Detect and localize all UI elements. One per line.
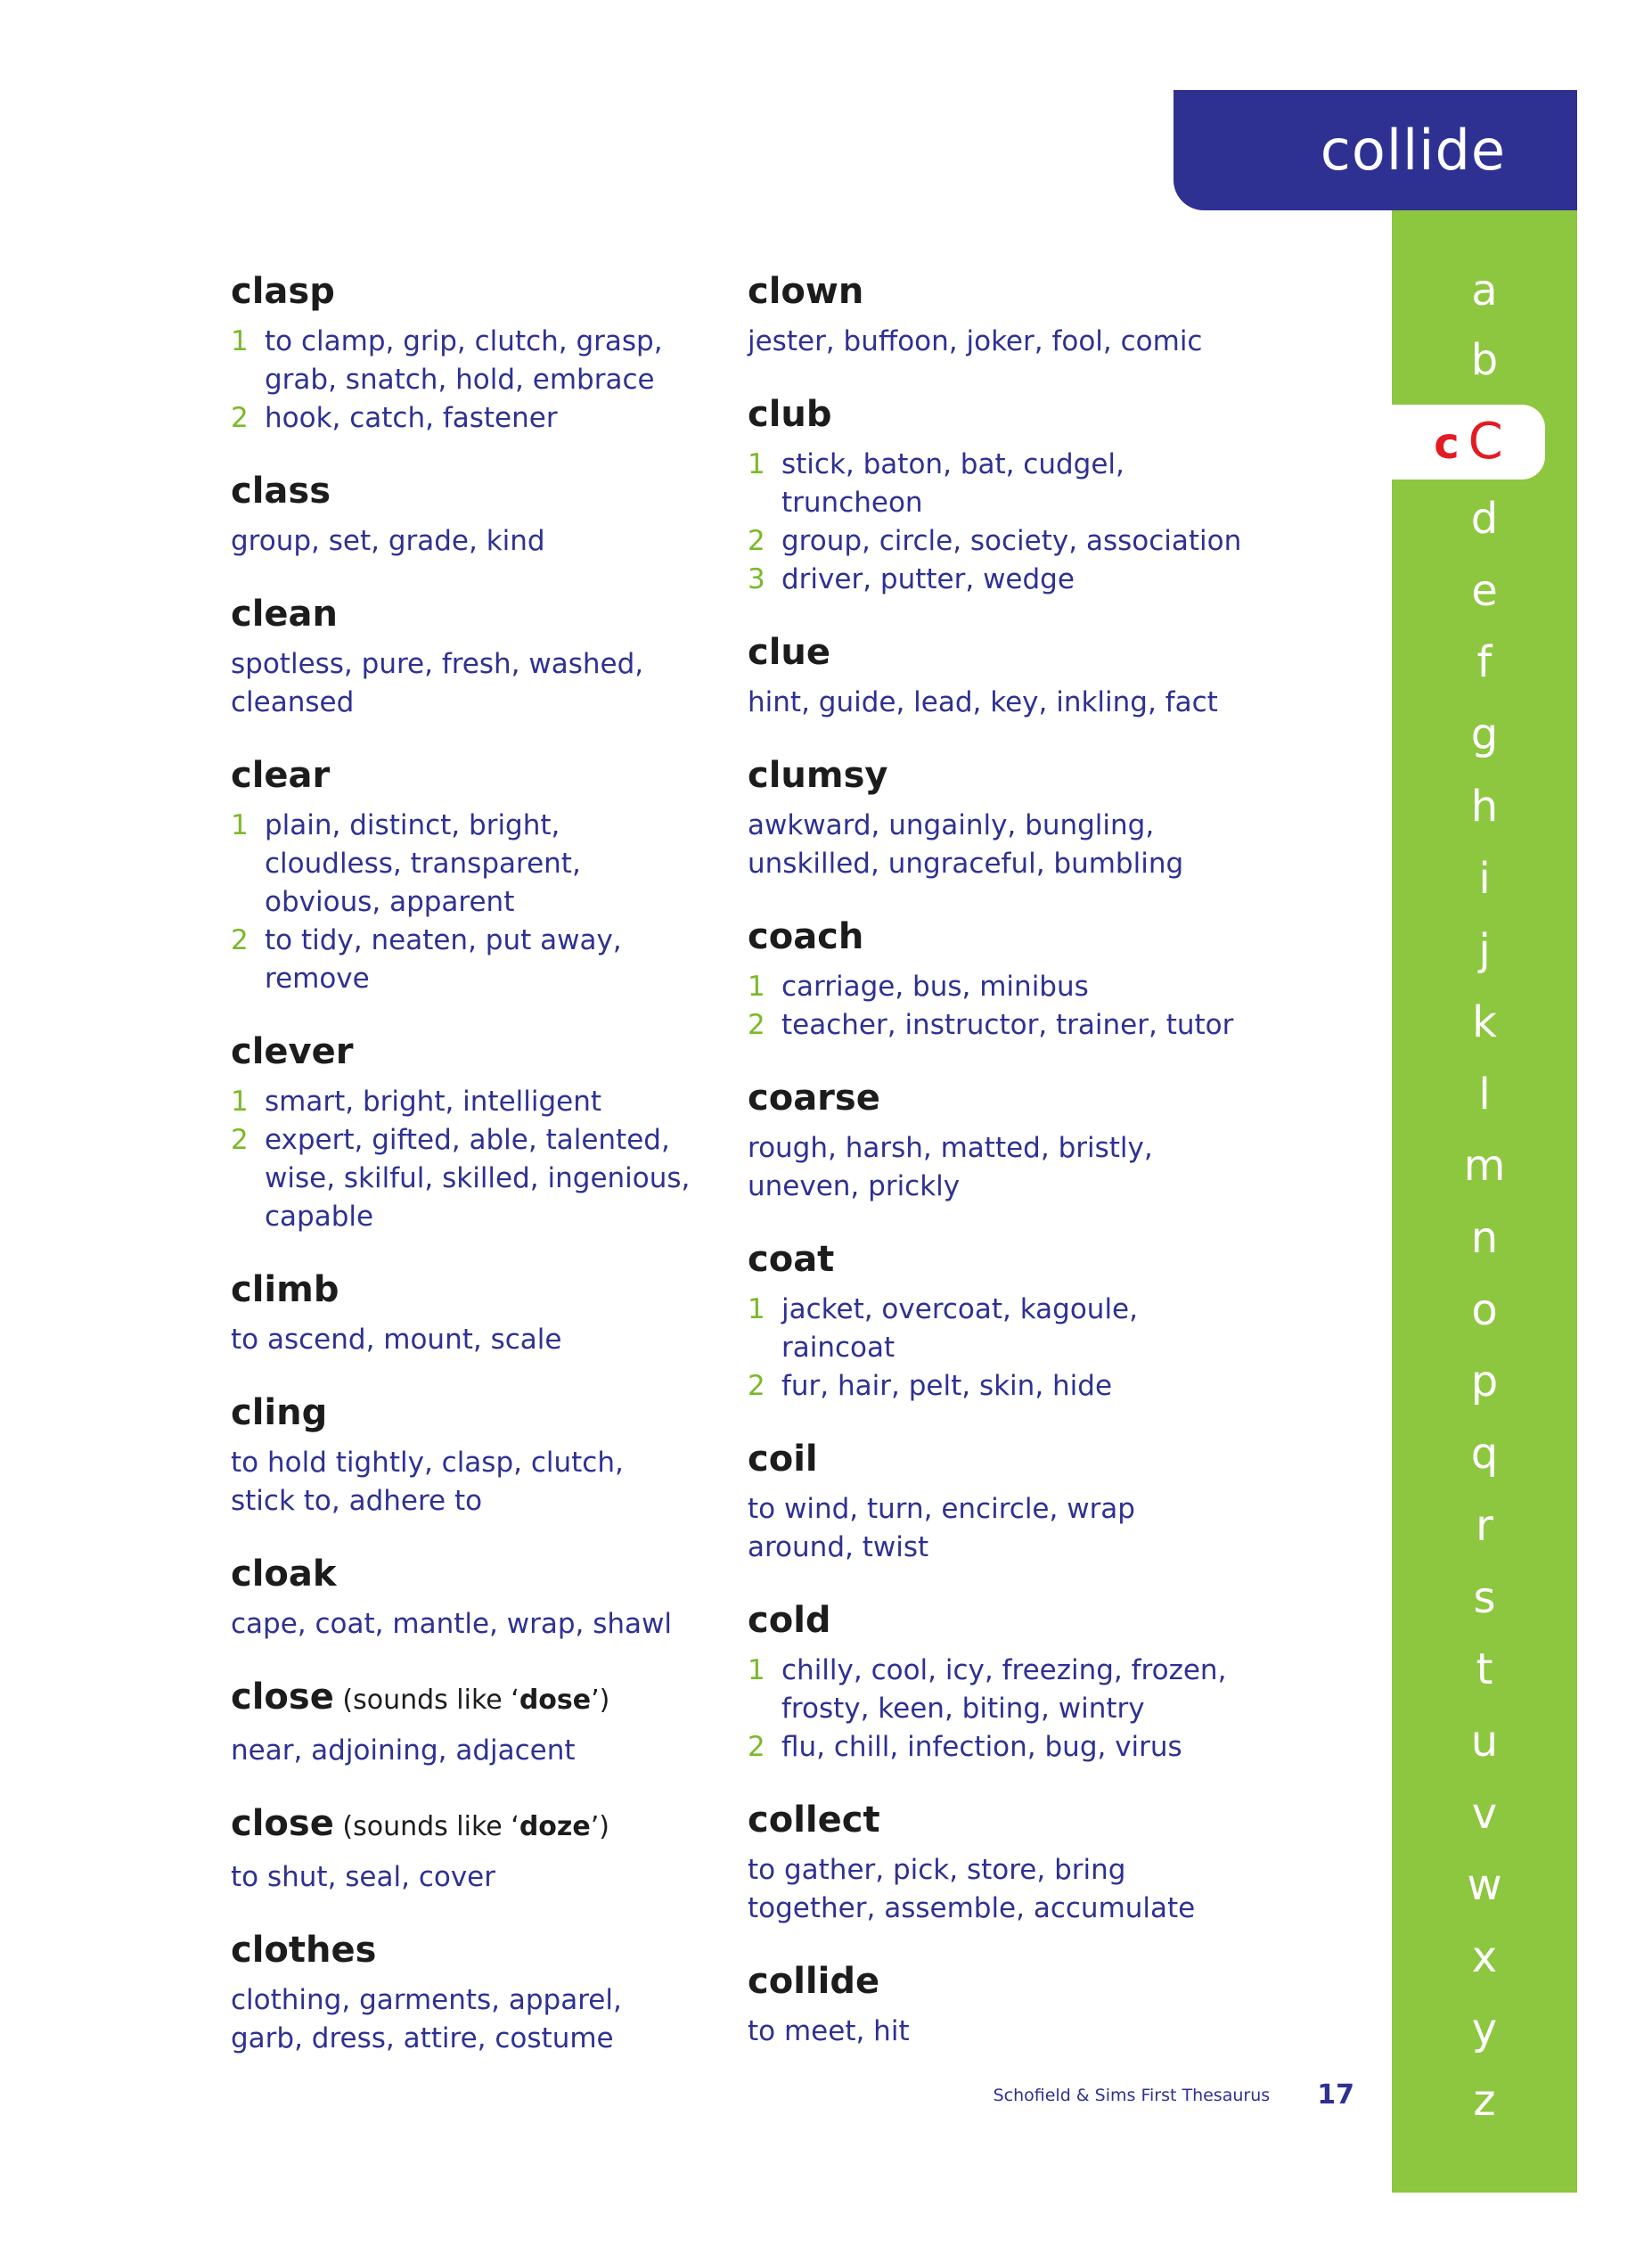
sense-3 bbox=[748, 561, 1247, 599]
headword bbox=[748, 1435, 1247, 1483]
sense-synonyms: expert, gifted, able, talented, wise, skilful, skilled, ingenious, capable bbox=[265, 1124, 691, 1233]
headword-text: close bbox=[231, 1677, 334, 1718]
headword-text: clothes bbox=[231, 1930, 377, 1971]
alphabet-letter-t[interactable]: t bbox=[1476, 1644, 1493, 1694]
alphabet-letter-n[interactable]: n bbox=[1470, 1213, 1499, 1263]
headword-text: clown bbox=[748, 271, 864, 312]
synonym-list: clothing, garments, apparel, garb, dress, attire, costume bbox=[231, 1984, 622, 2054]
headword-text: clue bbox=[748, 632, 831, 673]
headword-text: coach bbox=[748, 916, 864, 957]
alphabet-letter-s[interactable]: s bbox=[1473, 1573, 1496, 1623]
page-footer bbox=[891, 2079, 1354, 2111]
page-number: 17 bbox=[1317, 2079, 1354, 2111]
alphabet-letter-m[interactable]: m bbox=[1463, 1141, 1506, 1191]
entry-climb bbox=[231, 1266, 694, 1359]
sense-synonyms: group, circle, society, association bbox=[781, 525, 1242, 557]
sense-1 bbox=[231, 807, 694, 922]
entry-club bbox=[748, 390, 1247, 599]
headword-text: clever bbox=[231, 1031, 354, 1072]
entry-cloak bbox=[231, 1550, 694, 1644]
headword bbox=[231, 1028, 694, 1076]
entry-clue bbox=[748, 628, 1247, 722]
alphabet-letter-l[interactable]: l bbox=[1478, 1070, 1491, 1119]
headword bbox=[748, 1957, 1247, 2005]
guide-word-banner bbox=[1174, 90, 1577, 210]
headword-text: clear bbox=[231, 755, 331, 796]
headword-text: class bbox=[231, 471, 331, 512]
entry-clown bbox=[748, 267, 1247, 361]
headword bbox=[748, 628, 1247, 676]
sense-2 bbox=[231, 922, 694, 998]
headword-text: collide bbox=[748, 1961, 880, 2002]
synonym-list: to gather, pick, store, bring together, assemble, accumulate bbox=[748, 1854, 1196, 1924]
headword-text: club bbox=[748, 394, 832, 435]
headword bbox=[231, 751, 694, 799]
sense-number: 1 bbox=[748, 971, 765, 1003]
alphabet-letter-r[interactable]: r bbox=[1476, 1501, 1493, 1551]
alphabet-letter-c-active[interactable] bbox=[1392, 405, 1545, 480]
headword bbox=[748, 1235, 1247, 1283]
pronunciation-note: (sounds like ‘dose’) bbox=[333, 1685, 610, 1716]
entry-coil bbox=[748, 1435, 1247, 1567]
alphabet-letter-o[interactable]: o bbox=[1471, 1285, 1498, 1335]
headword-text: climb bbox=[231, 1269, 339, 1310]
headword-text: cloak bbox=[231, 1554, 337, 1595]
headword bbox=[748, 1796, 1247, 1844]
sense-2 bbox=[231, 399, 694, 438]
sense-synonyms: chilly, cool, icy, freezing, frozen, frosty, keen, biting, wintry bbox=[781, 1654, 1227, 1725]
alphabet-letter-x[interactable]: x bbox=[1471, 1932, 1498, 1982]
headword bbox=[231, 590, 694, 638]
headword-text: cling bbox=[231, 1392, 328, 1433]
entry-close bbox=[231, 1800, 694, 1897]
entry-clothes bbox=[231, 1926, 694, 2058]
entry-coat bbox=[748, 1235, 1247, 1406]
alphabet-letter-y[interactable]: y bbox=[1471, 2005, 1498, 2054]
headword bbox=[231, 267, 694, 316]
entry-cold bbox=[748, 1596, 1247, 1767]
sense-2 bbox=[748, 522, 1247, 561]
publication-title: Schofield & Sims First Thesaurus bbox=[993, 2085, 1271, 2105]
entry-clasp bbox=[231, 267, 694, 438]
sense-number: 2 bbox=[231, 1124, 249, 1156]
alphabet-letter-k[interactable]: k bbox=[1472, 997, 1497, 1047]
right-column bbox=[748, 267, 1247, 2080]
alphabet-letter-g[interactable]: g bbox=[1470, 709, 1499, 759]
alphabet-letter-w[interactable]: w bbox=[1467, 1860, 1502, 1910]
headword bbox=[748, 1074, 1247, 1122]
sense-1 bbox=[748, 446, 1247, 522]
sense-2 bbox=[748, 1367, 1247, 1406]
sense-1 bbox=[748, 1652, 1247, 1728]
alphabet-tab-strip bbox=[1392, 210, 1577, 2193]
synonym-list: rough, harsh, matted, bristly, uneven, prickly bbox=[748, 1132, 1153, 1202]
sense-synonyms: teacher, instructor, trainer, tutor bbox=[781, 1009, 1234, 1041]
sense-number: 2 bbox=[748, 1370, 765, 1402]
entry-coach bbox=[748, 913, 1247, 1045]
active-letter-lower: c bbox=[1434, 419, 1460, 469]
entry-collect bbox=[748, 1796, 1247, 1928]
entry-close bbox=[231, 1673, 694, 1770]
headword-text: collect bbox=[748, 1800, 880, 1841]
sense-synonyms: to tidy, neaten, put away, remove bbox=[265, 924, 622, 995]
headword bbox=[231, 1800, 694, 1851]
left-column bbox=[231, 267, 694, 2087]
sense-2 bbox=[748, 1006, 1247, 1045]
entry-coarse bbox=[748, 1074, 1247, 1206]
entry-clean bbox=[231, 590, 694, 722]
alphabet-letter-z[interactable]: z bbox=[1473, 2076, 1496, 2126]
headword bbox=[748, 390, 1247, 439]
alphabet-letter-b[interactable]: b bbox=[1470, 335, 1499, 385]
synonym-list: cape, coat, mantle, wrap, shawl bbox=[231, 1608, 673, 1640]
entry-clumsy bbox=[748, 751, 1247, 883]
sense-1 bbox=[231, 323, 694, 399]
headword bbox=[748, 751, 1247, 799]
headword-text: clean bbox=[231, 594, 339, 635]
sense-synonyms: fur, hair, pelt, skin, hide bbox=[781, 1370, 1113, 1402]
sense-number: 2 bbox=[748, 1009, 765, 1041]
pronunciation-note: (sounds like ‘doze’) bbox=[333, 1811, 609, 1842]
sense-number: 1 bbox=[231, 325, 249, 357]
alphabet-letter-a[interactable]: a bbox=[1471, 266, 1498, 316]
synonym-list: to ascend, mount, scale bbox=[231, 1324, 562, 1356]
entry-collide bbox=[748, 1957, 1247, 2051]
sense-1 bbox=[748, 968, 1247, 1006]
headword bbox=[748, 1596, 1247, 1644]
sense-number: 1 bbox=[748, 1654, 765, 1686]
sense-1 bbox=[231, 1083, 694, 1121]
active-letter-upper: C bbox=[1468, 413, 1503, 471]
guide-word: collide bbox=[1320, 118, 1506, 183]
alphabet-letter-q[interactable]: q bbox=[1470, 1429, 1499, 1479]
sense-synonyms: stick, baton, bat, cudgel, truncheon bbox=[781, 448, 1125, 519]
sense-number: 2 bbox=[748, 1731, 765, 1763]
sense-synonyms: plain, distinct, bright, cloudless, transparent, obvious, apparent bbox=[265, 809, 581, 918]
sense-2 bbox=[231, 1121, 694, 1236]
synonym-list: to hold tightly, clasp, clutch, stick to, adhere to bbox=[231, 1447, 624, 1517]
entry-class bbox=[231, 467, 694, 561]
headword-text: clasp bbox=[231, 271, 335, 312]
headword bbox=[231, 1389, 694, 1437]
sense-2 bbox=[748, 1728, 1247, 1767]
headword-text: coat bbox=[748, 1239, 835, 1280]
headword bbox=[231, 1673, 694, 1725]
sense-synonyms: smart, bright, intelligent bbox=[265, 1086, 602, 1118]
alphabet-letter-u[interactable]: u bbox=[1470, 1717, 1499, 1767]
sense-synonyms: to clamp, grip, clutch, grasp, grab, snatch, hold, embrace bbox=[265, 325, 663, 396]
sense-number: 1 bbox=[231, 809, 249, 841]
alphabet-letter-h[interactable]: h bbox=[1470, 782, 1499, 832]
synonym-list: to meet, hit bbox=[748, 2015, 910, 2047]
synonym-list: group, set, grade, kind bbox=[231, 525, 545, 557]
sense-synonyms: carriage, bus, minibus bbox=[781, 971, 1089, 1003]
alphabet-letter-v[interactable]: v bbox=[1471, 1789, 1498, 1839]
alphabet-letter-e[interactable]: e bbox=[1471, 566, 1498, 616]
headword bbox=[231, 1550, 694, 1598]
headword bbox=[748, 913, 1247, 961]
alphabet-letter-j[interactable]: j bbox=[1478, 925, 1491, 975]
sense-number: 1 bbox=[748, 1293, 765, 1325]
alphabet-letter-p[interactable]: p bbox=[1470, 1357, 1499, 1406]
headword-text: clumsy bbox=[748, 755, 888, 796]
entry-clear bbox=[231, 751, 694, 998]
synonym-list: spotless, pure, fresh, washed, cleansed bbox=[231, 648, 644, 718]
sense-synonyms: jacket, overcoat, kagoule, raincoat bbox=[781, 1293, 1138, 1364]
alphabet-letter-i[interactable]: i bbox=[1478, 854, 1491, 904]
sense-synonyms: hook, catch, fastener bbox=[265, 402, 558, 434]
headword bbox=[231, 1926, 694, 1974]
sense-synonyms: flu, chill, infection, bug, virus bbox=[781, 1731, 1182, 1763]
headword bbox=[231, 467, 694, 515]
entry-clever bbox=[231, 1028, 694, 1236]
sense-synonyms: driver, putter, wedge bbox=[781, 563, 1075, 595]
synonym-list: near, adjoining, adjacent bbox=[231, 1734, 576, 1767]
entry-cling bbox=[231, 1389, 694, 1521]
headword bbox=[748, 267, 1247, 316]
sense-number: 2 bbox=[748, 525, 765, 557]
synonym-list: hint, guide, lead, key, inkling, fact bbox=[748, 686, 1218, 718]
headword-text: cold bbox=[748, 1600, 831, 1641]
sense-number: 3 bbox=[748, 563, 765, 595]
sense-1 bbox=[748, 1291, 1247, 1367]
synonym-list: awkward, ungainly, bungling, unskilled, ungraceful, bumbling bbox=[748, 809, 1184, 880]
headword-text: close bbox=[231, 1803, 334, 1844]
headword-text: coil bbox=[748, 1439, 818, 1480]
synonym-list: jester, buffoon, joker, fool, comic bbox=[748, 325, 1203, 357]
sense-number: 2 bbox=[231, 924, 249, 956]
alphabet-letter-d[interactable]: d bbox=[1470, 494, 1499, 544]
synonym-list: to shut, seal, cover bbox=[231, 1861, 495, 1893]
headword bbox=[231, 1266, 694, 1314]
synonym-list: to wind, turn, encircle, wrap around, twist bbox=[748, 1493, 1135, 1563]
alphabet-letter-f[interactable]: f bbox=[1476, 637, 1493, 687]
headword-text: coarse bbox=[748, 1078, 880, 1119]
sense-number: 1 bbox=[748, 448, 765, 480]
sense-number: 1 bbox=[231, 1086, 249, 1118]
sense-number: 2 bbox=[231, 402, 249, 434]
